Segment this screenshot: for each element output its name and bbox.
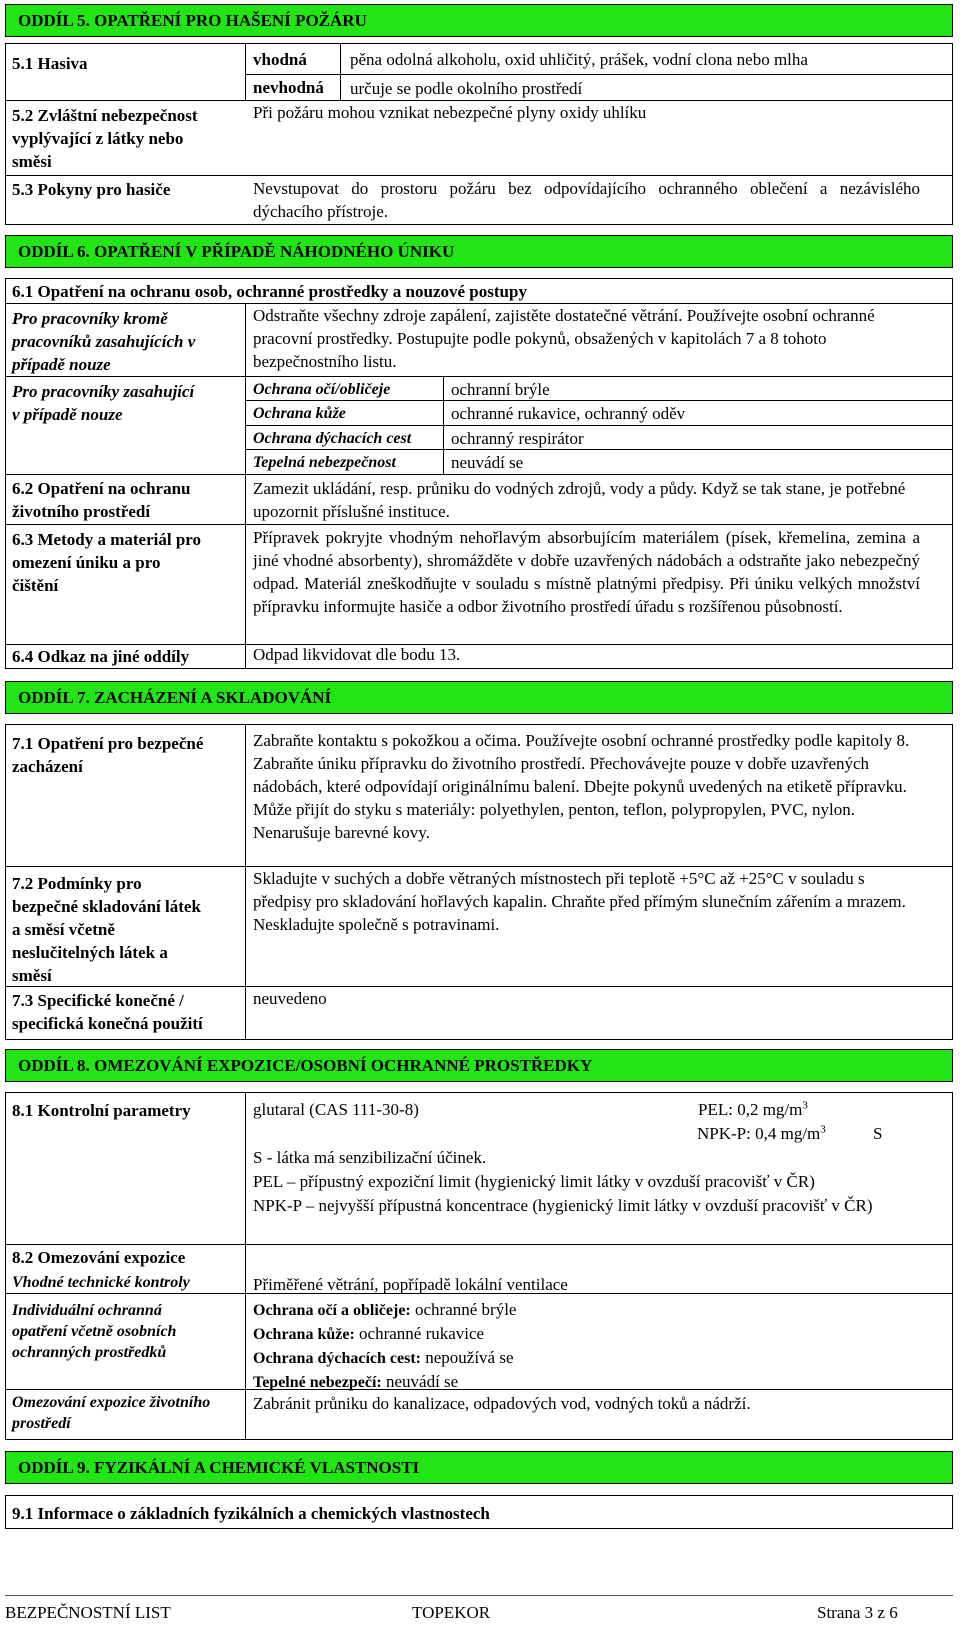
safe-storage-value: Skladujte v suchých a dobře větraných místnostech při teplotě +5°C až +25°C v souladu s předpisy pro skladování hořlavých kapalin. Chraňte před přímým slunečním zářením a mrazem. Neskladujte společně s potravinami. [253,869,906,934]
ppe-skin-value: ochranné rukavice, ochranný oděv [451,404,686,423]
basic-properties-label: 9.1 Informace o základních fyzikálních a chemických vlastnostech [12,1504,490,1523]
individual-protection-label: Individuální ochranná opatření včetně osobních ochranných prostředků [12,1302,177,1361]
substance-name: glutaral (CAS 111-30-8) [253,1100,419,1119]
control-parameters-label: 8.1 Kontrolní parametry [12,1101,191,1120]
engineering-controls-value: Přiměřené větrání, popřípadě lokální ventilace [253,1275,568,1294]
environmental-precautions-value: Zamezit ukládání, resp. průniku do vodných zdrojů, vody a půdy. Když se tak stane, je potřebné upozornit příslušné instituce. [253,479,906,521]
ppe-respiratory-label: Ochrana dýchacích cest [253,430,412,447]
environmental-exposure-value: Zabránit průniku do kanalizace, odpadových vod, vodných toků a nádrží. [253,1394,751,1413]
safe-handling-label: 7.1 Opatření pro bezpečné zacházení [12,734,204,776]
ppe-thermal-value: neuvádí se [451,453,524,472]
suitable-label: vhodná [253,50,307,69]
section-8-header: ODDÍL 8. OMEZOVÁNÍ EXPOZICE/OSOBNÍ OCHRANNÉ PROSTŘEDKY [5,1049,953,1082]
footer-page-number: Strana 3 z 6 [817,1603,898,1622]
firefighter-advice-value: Nevstupovat do prostoru požáru bez odpovídajícího ochranného oblečení a nezávislého dýchacího přístroje. [253,179,920,221]
non-emergency-personnel-label: Pro pracovníky kromě pracovníků zasahujících v případě nouze [12,309,196,374]
npk-value: NPK-P: 0,4 $mg/m^3$ [697,1123,826,1143]
special-hazards-value: Při požáru mohou vznikat nebezpečné plyny oxidy uhlíku [253,103,647,122]
section-9-header: ODDÍL 9. FYZIKÁLNÍ A CHEMICKÉ VLASTNOSTI [5,1451,953,1484]
non-emergency-personnel-value: Odstraňte všechny zdroje zapálení, zajistěte dostatečné větrání. Používejte osobní ochranné pracovní prostředky. Postupujte podle pokynů, obsažených v kapitolách 7 a 8 tohoto bezpečnostního listu. [253,306,875,371]
npk-note: NPK-P – nejvyšší přípustná koncentrace (hygienický limit látky v ovzduší pracovišť v ČR) [253,1196,873,1215]
containment-methods-label: 6.3 Metody a materiál pro omezení úniku a pro čištění [12,530,202,595]
suitable-value: pěna odolná alkoholu, oxid uhličitý, prášek, vodní clona nebo mlha [350,50,808,69]
sensitizer-flag: S [873,1124,883,1143]
ppe-eye-value: ochranní brýle [451,380,550,399]
environmental-exposure-label: Omezování expozice životního prostředí [12,1394,211,1432]
pel-note: PEL – přípustný expoziční limit (hygienický limit látky v ovzduší pracovišť v ČR) [253,1172,815,1191]
reference-sections-value: Odpad likvidovat dle bodu 13. [253,645,461,664]
engineering-controls-label: Vhodné technické kontroly [12,1274,190,1291]
containment-methods-value: Přípravek pokryjte vhodným nehořlavým absorbujícím materiálem (písek, křemelina, zemina a jiné vhodné absorbenty), shromážděte v dobře uzavřených nádobách a odstraňte jako nebezpečný odpad. Materiál zneškodňujte v souladu s místně platnými předpisy. Při úniku velkých množství přípravku informujte hasiče a odbor životního prostředí úřadu s rozšířenou působností. [253,528,920,616]
section-6-1-title: 6.1 Opatření na ochranu osob, ochranné prostředky a nouzové postupy [12,282,527,301]
ppe-skin-label: Ochrana kůže [253,405,346,422]
individual-protection-value: Ochrana očí a obličeje: ochranné brýle Ochrana kůže: ochranné rukavice Ochrana dýchacích cest: nepoužívá se Tepelné nebezpečí: neuvádí se [253,1300,517,1391]
safe-storage-label: 7.2 Podmínky pro bezpečné skladování látek a směsí včetně neslučitelných látek a směsí [12,874,201,985]
safe-handling-value: Zabraňte kontaktu s pokožkou a očima. Používejte osobní ochranné prostředky podle kapitoly 8. Zabraňte úniku přípravku do životního prostředí. Přechovávejte pouze v dobře uzavřených nádobách, které odpovídají originálnímu balení. Dbejte pokynů uvedených na etiketě přípravku. Může přijít do styku s materiály: polyethylen, penton, teflon, polypropylen, PVC, nylon. Nenarušuje barevné kovy. [253,731,910,842]
specific-end-use-label: 7.3 Specifické konečné / specifická konečná použití [12,991,203,1033]
special-hazards-label: 5.2 Zvláštní nebezpečnost vyplývající z látky nebo směsi [12,106,198,171]
unsuitable-label: nevhodná [253,78,324,97]
environmental-precautions-label: 6.2 Opatření na ochranu životního prostředí [12,479,191,521]
section-6-header: ODDÍL 6. OPATŘENÍ V PŘÍPADĚ NÁHODNÉHO ÚNIKU [5,235,953,268]
specific-end-use-value: neuvedeno [253,989,327,1008]
section-5-header: ODDÍL 5. OPATŘENÍ PRO HAŠENÍ POŽÁRU [5,4,953,37]
exposure-controls-label: 8.2 Omezování expozice [12,1248,186,1267]
section-7-header: ODDÍL 7. ZACHÁZENÍ A SKLADOVÁNÍ [5,681,953,714]
unsuitable-value: určuje se podle okolního prostředí [350,79,583,98]
firefighter-advice-label: 5.3 Pokyny pro hasiče [12,180,171,199]
footer-product-name: TOPEKOR [412,1603,491,1622]
extinguishing-media-label: 5.1 Hasiva [12,54,88,73]
reference-sections-label: 6.4 Odkaz na jiné oddíly [12,647,190,666]
emergency-responders-label: Pro pracovníky zasahující v případě nouze [12,382,195,424]
ppe-eye-label: Ochrana očí/obličeje [253,381,391,398]
pel-value: PEL: 0,2 $mg/m^3$ [698,1099,808,1119]
footer-document-type: BEZPEČNOSTNÍ LIST [5,1603,171,1622]
ppe-thermal-label: Tepelná nebezpečnost [253,454,396,471]
sensitizer-note: S - látka má senzibilizační účinek. [253,1148,487,1167]
ppe-respiratory-value: ochranný respirátor [451,429,584,448]
